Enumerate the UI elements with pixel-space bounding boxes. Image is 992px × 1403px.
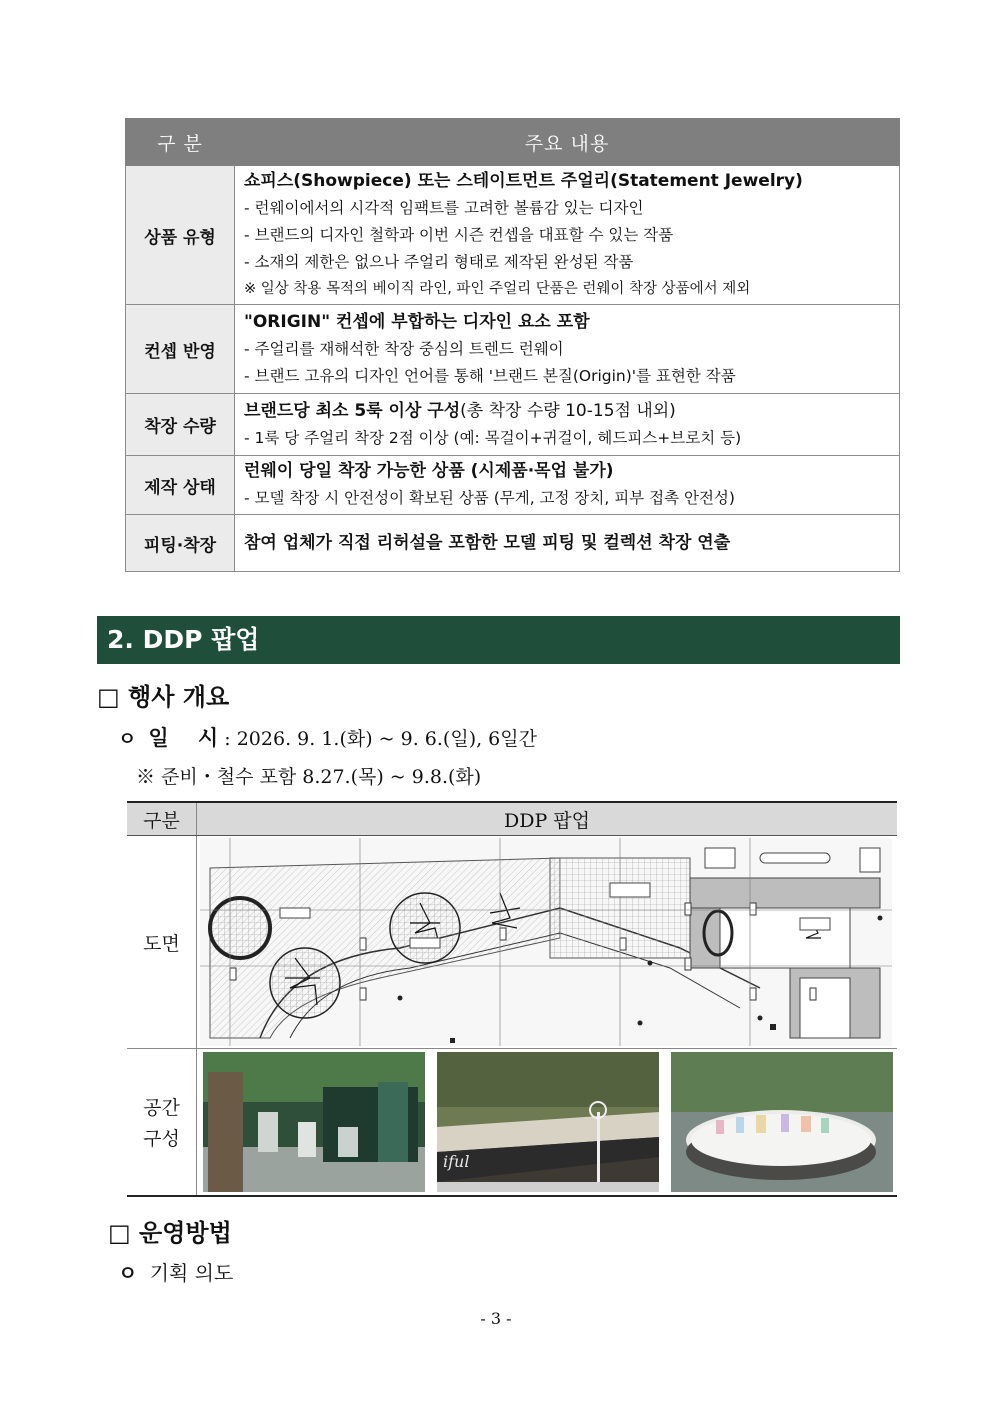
row-item: - 브랜드의 디자인 철학과 이번 시즌 컨셉을 대표할 수 있는 작품 <box>244 226 674 244</box>
row-note: ※ 일상 착용 목적의 베이직 라인, 파인 주얼리 단품은 런웨이 착장 상품에서 제외 <box>244 281 751 297</box>
floorplan-drawing <box>200 838 892 1046</box>
date-line <box>118 722 537 752</box>
floorplan-label: 도면 <box>127 836 197 1049</box>
row-content <box>235 456 900 515</box>
space-label-line1: 공간 <box>143 1097 180 1119</box>
section-title-bar: 2. DDP 팝업 <box>97 616 900 664</box>
row-category: 착장 수량 <box>126 394 235 456</box>
photos-cell <box>197 1049 898 1197</box>
ddp-table <box>127 801 897 1197</box>
space-photo-3 <box>671 1052 893 1192</box>
overview-heading: □ 행사 개요 <box>97 683 230 711</box>
row-lead: "ORIGIN" 컨셉에 부합하는 디자인 요소 포함 <box>244 311 590 332</box>
operation-item <box>118 1257 233 1286</box>
header-category: 구 분 <box>126 119 235 166</box>
row-lead-extra: (총 착장 수량 10-15점 내외) <box>460 400 676 421</box>
header-category: 구분 <box>127 802 197 836</box>
header-content: 주요 내용 <box>235 119 900 166</box>
row-category: 컨셉 반영 <box>126 305 235 394</box>
space-photo-1 <box>203 1052 425 1192</box>
bullet-circle: ㅇ <box>118 728 137 750</box>
row-item: - 소재의 제한은 없으나 주얼리 형태로 제작된 완성된 작품 <box>244 253 634 271</box>
row-category: 제작 상태 <box>126 456 235 515</box>
photo-sign-text: iful <box>443 1152 470 1171</box>
row-item: - 1룩 당 주얼리 착장 2점 이상 (예: 목걸이+귀걸이, 헤드피스+브로치 등) <box>244 428 742 447</box>
floorplan-image <box>200 838 892 1046</box>
space-label-line2: 구성 <box>143 1128 180 1150</box>
date-label: 일 시 <box>148 726 219 750</box>
row-item: - 모델 착장 시 안전성이 확보된 상품 (무게, 고정 장치, 피부 접촉 안전성) <box>244 489 735 507</box>
row-item: - 런웨이에서의 시각적 임팩트를 고려한 볼륨감 있는 디자인 <box>244 199 644 217</box>
row-lead: 참여 업체가 직접 리허설을 포함한 모델 피팅 및 컬렉션 착장 연출 <box>244 532 731 553</box>
requirements-table <box>125 118 900 572</box>
row-lead: 브랜드당 최소 5룩 이상 구성 <box>244 400 461 421</box>
operation-item-label: 기획 의도 <box>149 1261 234 1285</box>
date-value: : 2026. 9. 1.(화) ~ 9. 6.(일), 6일간 <box>224 728 537 750</box>
row-lead: 런웨이 당일 착장 가능한 상품 (시제품·목업 불가) <box>244 461 614 481</box>
row-lead: 쇼피스(Showpiece) 또는 스테이트먼트 주얼리(Statement Jewelry) <box>244 171 803 191</box>
row-item: - 주얼리를 재해석한 착장 중심의 트렌드 런웨이 <box>244 339 564 358</box>
space-photo-2 <box>437 1052 659 1192</box>
row-content <box>235 394 900 456</box>
row-content <box>235 305 900 394</box>
floorplan-cell <box>197 836 898 1049</box>
row-content <box>235 515 900 572</box>
row-category: 상품 유형 <box>126 166 235 305</box>
photo-strip <box>197 1052 897 1192</box>
space-label <box>127 1049 197 1197</box>
bullet-circle: ㅇ <box>118 1261 138 1285</box>
row-category: 피팅·착장 <box>126 515 235 572</box>
row-content <box>235 166 900 305</box>
page-number: - 3 - <box>480 1309 512 1328</box>
header-ddp: DDP 팝업 <box>197 802 898 836</box>
prep-note: ※ 준비・철수 포함 8.27.(목) ~ 9.8.(화) <box>136 766 482 788</box>
operation-heading: □ 운영방법 <box>108 1219 232 1247</box>
row-item: - 브랜드 고유의 디자인 언어를 통해 '브랜드 본질(Origin)'를 표현한 작품 <box>244 366 736 385</box>
